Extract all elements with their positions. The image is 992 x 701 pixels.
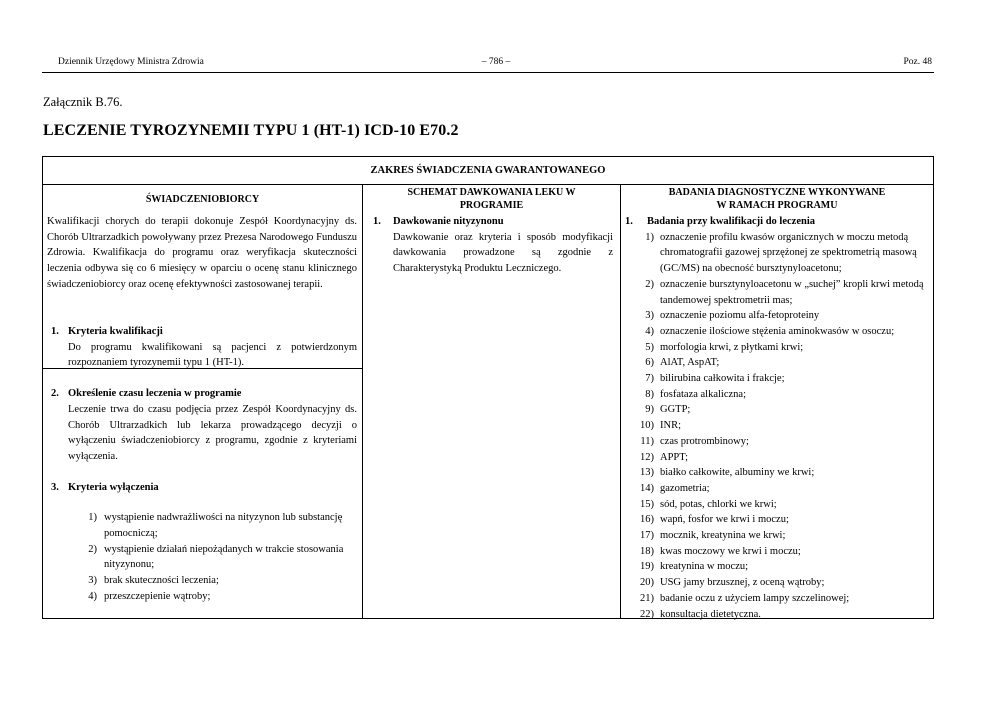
list-item: 2) oznaczenie bursztynyloacetonu w „suchej” kropli krwi metodą tandemowej spektrometrii mas; <box>645 278 924 306</box>
list-item: 8) fosfataza alkaliczna; <box>645 388 746 400</box>
program-table <box>42 156 934 619</box>
journal-name: Dziennik Urzędowy Ministra Zdrowia <box>58 57 204 67</box>
section-treatment-duration: 2. Określenie czasu leczenia w programie Leczenie trwa do czasu podjęcia przez Zespół Koordynacyjny ds. Chorób Ultrarzadkich lub lekarza prowadzącego decyzji o wyłączeniu świadczeniobiorcy z programu, zgodnie z kryteriami wyłączenia. <box>51 386 357 465</box>
list-item: 5) morfologia krwi, z płytkami krwi; <box>645 341 804 353</box>
section-title: Kryteria wyłączenia <box>68 481 159 493</box>
list-item: 7) bilirubina całkowita i frakcje; <box>645 373 785 385</box>
page-number: – 786 – <box>481 57 511 67</box>
list-item: 17) mocznik, kreatynina we krwi; <box>640 530 786 542</box>
section-title: Dawkowanie nityzynonu <box>393 216 504 227</box>
beneficiaries-column <box>47 214 357 605</box>
section-qualification-criteria: 1. Kryteria kwalifikacji Do programu kwalifikowani są pacjenci z potwierdzonym rozpoznaniem tyrozynemii typu 1 (HT-1). <box>51 324 357 371</box>
list-item: 4) oznaczenie ilościowe stężenia aminokwasów w osoczu; <box>645 325 895 337</box>
list-item: 16) wapń, fosfor we krwi i moczu; <box>640 514 789 526</box>
col1-header: ŚWIADCZENIOBIORCY <box>145 193 260 205</box>
list-item: 3) oznaczenie poziomu alfa-fetoproteiny <box>645 310 820 322</box>
header-rule <box>42 72 934 73</box>
list-item: 14) gazometria; <box>640 482 710 494</box>
list-item: 18) kwas moczowy we krwi i moczu; <box>640 545 801 557</box>
section-text: Do programu kwalifikowani są pacjenci z potwierdzonym rozpoznaniem tyrozynemii typu 1 (HT-1). <box>68 341 357 369</box>
list-item: 15) sód, potas, chlorki we krwi; <box>640 498 777 510</box>
diagnostics-column: 1. Badania przy kwalifikacji do leczenia 1) oznaczenie profilu kwasów organicznych w moczu metodą chromatografii gazowej sprzężonej ze spektrometrią masową (GC/MS) na obecność bursztynyloacetonu; 2) oznaczenie bursztynyloacetonu w „suchej” kropli krwi metodą tandemowej spektrometrii mas; 3) oznaczenie poziomu alfa-fetoproteiny 4) oznaczenie ilościowe stężenia aminokwasów w osoczu; 5) morfologia krwi, z płytkami krwi; 6) AlAT, AspAT; 7) bilirubina całkowita i frakcje; 8) fosfataza alkaliczna; 9) GGTP; 10) INR; 11) czas protrombinowy; 12) APPT; 13) białko całkowite, albuminy we krwi; 14) gazometria; 15) sód, potas, chlorki we krwi; 16) wapń, fosfor we krwi i moczu; 17) mocznik, kreatynina we krwi; 18) kwas moczowy we krwi i moczu; 19) kreatynina w moczu; 20) USG jamy brzusznej, z oceną wątroby; 21) badanie oczu z użyciem lampy szczelinowej; 22) konsultacja dietetyczna. <box>625 214 929 622</box>
list-item: 10) INR; <box>640 420 681 432</box>
dosage-text: Dawkowanie oraz kryteria i sposób modyfikacji dawkowania prowadzone są zgodnie z Charakterystyką Produktu Leczniczego. <box>393 231 613 275</box>
section-text: Leczenie trwa do czasu podjęcia przez Zespół Koordynacyjny ds. Chorób Ultrarzadkich lub lekarza prowadzącego decyzji o wyłączeniu świadczeniobiorcy z programu, zgodnie z kryteriami wyłączenia. <box>68 403 357 462</box>
column-divider-1 <box>362 185 363 618</box>
dosage-column: 1. Dawkowanie nityzynonu Dawkowanie oraz kryteria i sposób modyfikacji dawkowania prowadzone są zgodnie z Charakterystyką Produktu Leczniczego. <box>373 214 613 277</box>
diagnostics-list <box>625 230 929 623</box>
section-title: Badania przy kwalifikacji do leczenia <box>647 216 815 227</box>
exclusion-list <box>75 510 345 604</box>
annex-label: Załącznik B.76. <box>43 95 123 109</box>
list-item: 2) wystąpienie działań niepożądanych w trakcie stosowania nityzynonu; <box>88 543 344 571</box>
position-number: Poz. 48 <box>903 57 932 67</box>
section-title: Kryteria kwalifikacji <box>68 326 163 337</box>
section-exclusion-criteria: 3. Kryteria wyłączenia 1) wystąpienie nadwrażliwości na nityzynon lub substancję pomocniczą; 2) wystąpienie działań niepożądanych w trakcie stosowania nityzynonu; 3) brak skuteczności leczenia; 4) przeszczepienie wątroby; <box>51 480 357 605</box>
list-item: 3) brak skuteczności leczenia; <box>88 575 219 587</box>
list-item: 12) APPT; <box>640 451 689 463</box>
table-top-header: ZAKRES ŚWIADCZENIA GWARANTOWANEGO <box>43 157 933 185</box>
list-item: 13) białko całkowite, albuminy we krwi; <box>640 467 815 479</box>
list-item: 4) przeszczepienie wątroby; <box>88 590 211 602</box>
col2-header: SCHEMAT DAWKOWANIA LEKU W PROGRAMIE <box>407 187 576 211</box>
list-item: 20) USG jamy brzusznej, z oceną wątroby; <box>640 577 825 589</box>
list-item: 19) kreatynina w moczu; <box>640 561 749 573</box>
list-item: 21) badanie oczu z użyciem lampy szczelinowej; <box>640 592 850 604</box>
column-divider-2 <box>620 185 621 618</box>
list-item: 11) czas protrombinowy; <box>640 435 749 447</box>
list-item: 9) GGTP; <box>645 404 691 416</box>
list-item: 22) konsultacja dietetyczna. <box>640 608 761 620</box>
section-title: Określenie czasu leczenia w programie <box>68 388 242 400</box>
list-item: 1) wystąpienie nadwrażliwości na nityzynon lub substancję pomocniczą; <box>88 512 343 540</box>
qualification-intro: Kwalifikacji chorych do terapii dokonuje Zespół Koordynacyjny ds. Chorób Ultrarzadkich powoływany przez Prezesa Narodowego Funduszu Zdrowia. Kwalifikacja do programu oraz weryfikacja skuteczności leczenia odbywa się co 6 miesięcy w oparciu o ocenę stanu klinicznego świadczeniobiorcy oraz ocenę efektywności zastosowanej terapii. <box>47 216 357 290</box>
list-item: 1) oznaczenie profilu kwasów organicznych w moczu metodą chromatografii gazowej sprzężonej ze spektrometrią masową (GC/MS) na obecność bursztynyloacetonu; <box>645 231 917 275</box>
list-item: 6) AlAT, AspAT; <box>645 357 720 369</box>
document-title: LECZENIE TYROZYNEMII TYPU 1 (HT-1) ICD-10 E70.2 <box>43 122 459 139</box>
col3-header: BADANIA DIAGNOSTYCZNE WYKONYWANE W RAMACH PROGRAMU <box>668 187 886 211</box>
